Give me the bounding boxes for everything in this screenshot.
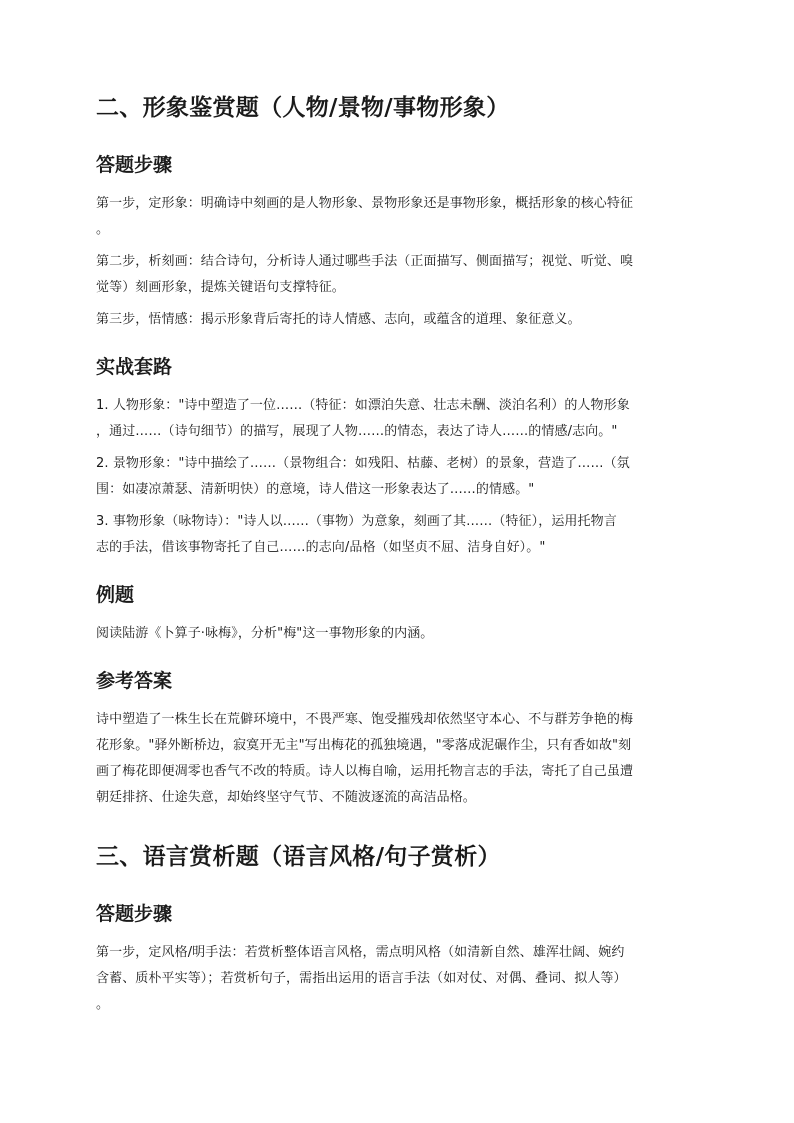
text-line: 诗中塑造了一株生长在荒僻环境中，不畏严寒、饱受摧残却依然坚守本心、不与群芳争艳的梅 [96,712,634,727]
text-line: 画了梅花即便凋零也香气不改的特质。诗人以梅自喻，运用托物言志的手法，寄托了自己虽遭 [96,764,634,779]
section-title-language-appreciation: 三、语言赏析题（语言风格/句子赏析） [96,844,501,870]
text-line: 志的手法，借该事物寄托了自己……的志向/品格（如坚贞不屈、洁身自好）。" [96,540,546,555]
text-line: 花形象。"驿外断桥边，寂寞开无主"写出梅花的孤独境遇，"零落成泥碾作尘，只有香如故"刻 [96,738,632,753]
text-line: 。 [96,222,110,237]
routine-paragraph-1 [96,393,698,445]
routine-paragraph-2 [96,451,698,503]
text-line: 第一步，定风格/明手法：若赏析整体语言风格，需点明风格（如清新自然、雄浑壮阔、婉约 [96,945,625,960]
routine-paragraph-3 [96,509,698,561]
text-line: 2. 景物形象："诗中描绘了……（景物组合：如残阳、枯藤、老树）的景象，营造了……（氛 [96,456,630,471]
language-steps-paragraph-1 [96,940,698,1018]
example-text: 阅读陆游《卜算子·咏梅》，分析"梅"这一事物形象的内涵。 [96,626,434,641]
text-line: 1. 人物形象："诗中塑造了一位……（特征：如漂泊失意、壮志未酬、淡泊名利）的人物形象 [96,398,630,413]
steps-heading-language: 答题步骤 [96,903,173,925]
text-line: 第一步，定形象：明确诗中刻画的是人物形象、景物形象还是事物形象，概括形象的核心特征 [96,196,634,211]
text-line: 。 [96,997,110,1012]
steps-heading: 答题步骤 [96,154,173,176]
text-line: 朝廷排挤、仕途失意，却始终坚守气节、不随波逐流的高洁品格。 [96,790,476,805]
text-line: 第三步，悟情感：揭示形象背后寄托的诗人情感、志向，或蕴含的道理、象征意义。 [96,312,581,327]
text-line: 含蓄、质朴平实等）；若赏析句子，需指出运用的语言手法（如对仗、对偶、叠词、拟人等） [96,971,627,986]
example-heading: 例题 [96,584,135,606]
steps-paragraph-2 [96,249,698,301]
answer-paragraph [96,707,698,811]
steps-paragraph-1 [96,191,698,243]
text-line: 第二步，析刻画：结合诗句，分析诗人通过哪些手法（正面描写、侧面描写；视觉、听觉、嗅 [96,254,634,269]
answer-heading: 参考答案 [96,670,173,692]
text-line: ，通过……（诗句细节）的描写，展现了人物……的情态，表达了诗人……的情感/志向。" [96,424,618,439]
section-title-image-appreciation: 二、形象鉴赏题（人物/景物/事物形象） [96,95,510,121]
text-line: 3. 事物形象（咏物诗）："诗人以……（事物）为意象，刻画了其……（特征），运用托物言 [96,514,617,529]
text-line: 围：如凄凉萧瑟、清新明快）的意境，诗人借这一形象表达了……的情感。" [96,482,535,497]
routine-heading: 实战套路 [96,356,173,378]
text-line: 觉等）刻画形象，提炼关键语句支撑特征。 [96,280,345,295]
steps-paragraph-3 [96,307,698,333]
